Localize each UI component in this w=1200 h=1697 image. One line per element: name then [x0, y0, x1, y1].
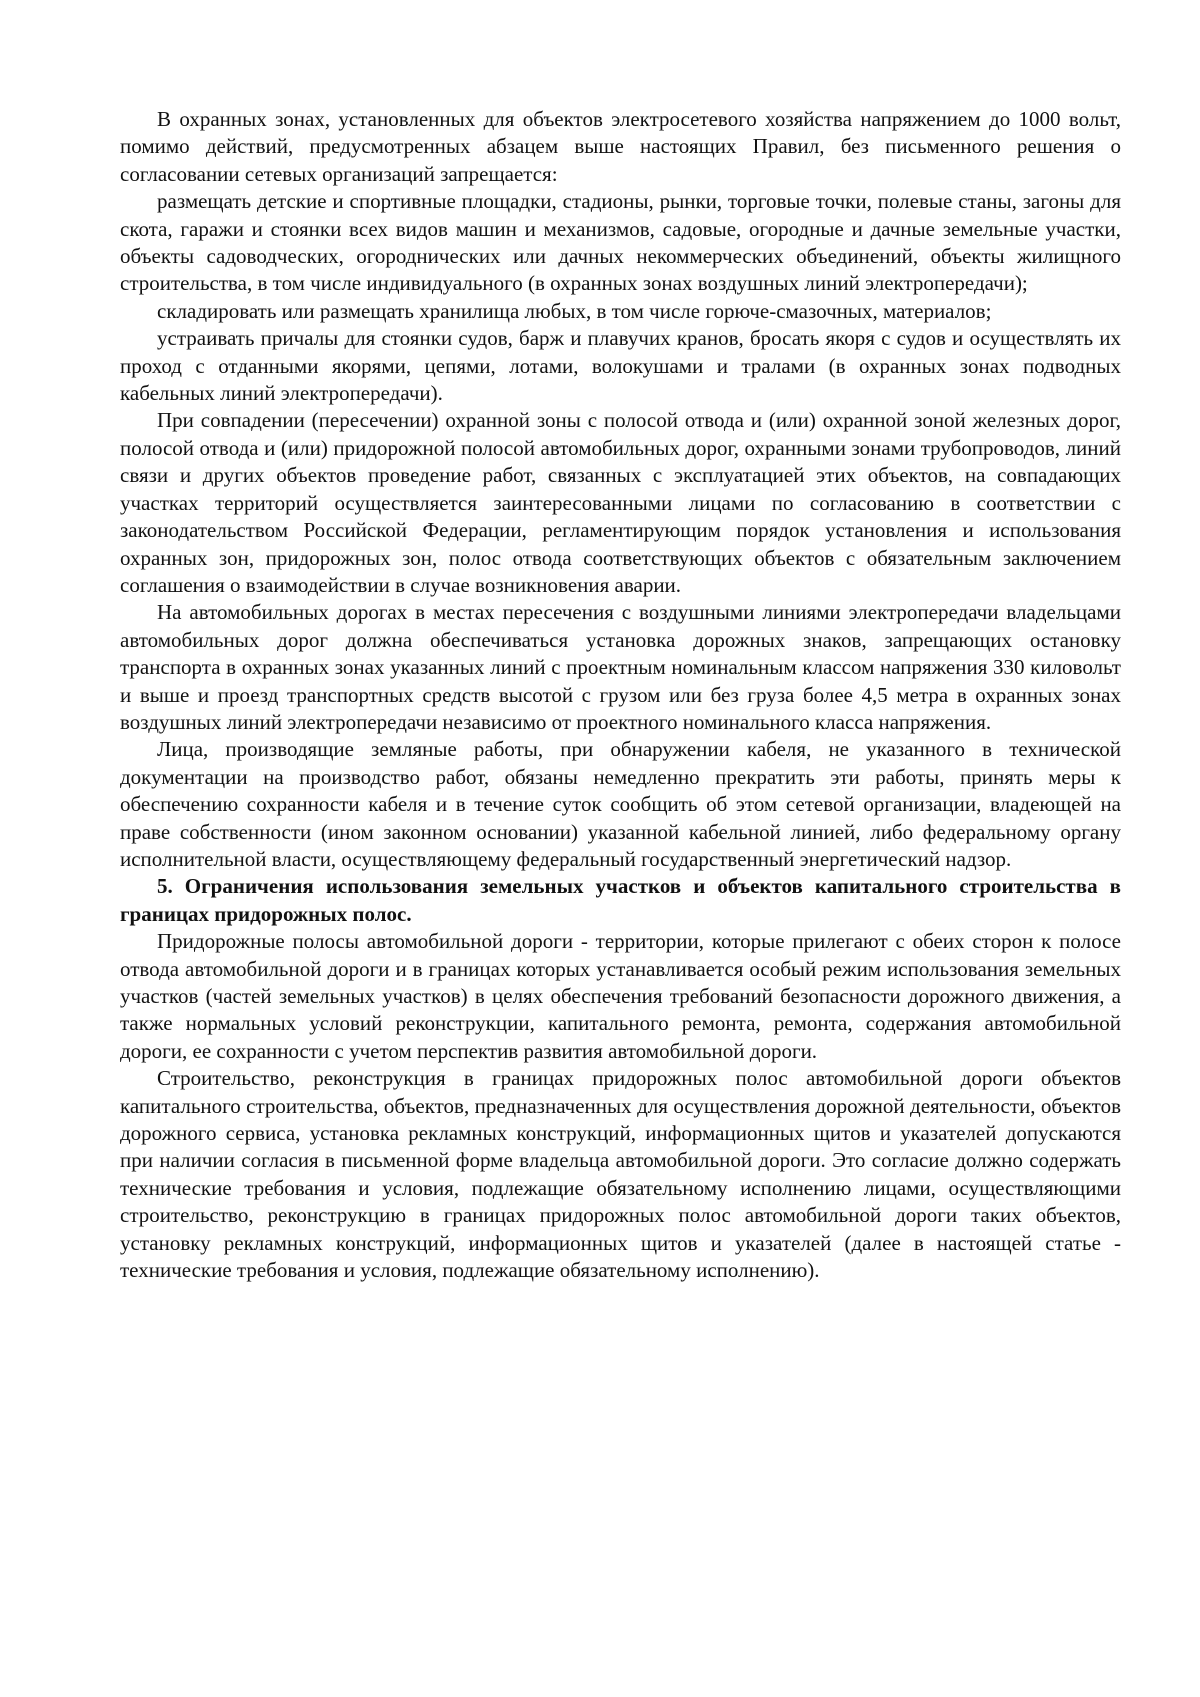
- document-page: [120, 106, 1121, 1284]
- paragraph-7: Лица, производящие земляные работы, при обнаружении кабеля, не указанного в технической документации на производство работ, обязаны немедленно прекратить эти работы, принять меры к обеспечению сохранности кабеля и в течение суток сообщить об этом сетевой организации, владеющей на праве собственности (ином законном основании) указанной кабельной линией, либо федеральному органу исполнительной власти, осуществляющему федеральный государственный энергетический надзор.: [120, 737, 1121, 871]
- paragraph-2: размещать детские и спортивные площадки, стадионы, рынки, торговые точки, полевые станы, загоны для скота, гаражи и стоянки всех видов машин и механизмов, садовые, огородные и дачные земельные участки, объекты садоводческих, огороднических или дачных некоммерческих объединений, объекты жилищного строительства, в том числе индивидуального (в охранных зонах воздушных линий электропередачи);: [120, 189, 1121, 296]
- paragraph-8: Придорожные полосы автомобильной дороги - территории, которые прилегают с обеих сторон к полосе отвода автомобильной дороги и в границах которых устанавливается особый режим использования земельных участков (частей земельных участков) в целях обеспечения требований безопасности дорожного движения, а также нормальных условий реконструкции, капитального ремонта, ремонта, содержания автомобильной дороги, ее сохранности с учетом перспектив развития автомобильной дороги.: [120, 929, 1121, 1063]
- paragraph-4: устраивать причалы для стоянки судов, барж и плавучих кранов, бросать якоря с судов и осуществлять их проход с отданными якорями, цепями, лотами, волокушами и тралами (в охранных зонах подводных кабельных линий электропередачи).: [120, 326, 1121, 406]
- section-heading: 5. Ограничения использования земельных участков и объектов капитального строительства в границах придорожных полос.: [120, 874, 1121, 926]
- paragraph-5: При совпадении (пересечении) охранной зоны с полосой отвода и (или) охранной зоной железных дорог, полосой отвода и (или) придорожной полосой автомобильных дорог, охранными зонами трубопроводов, линий связи и других объектов проведение работ, связанных с эксплуатацией этих объектов, на совпадающих участках территорий осуществляется заинтересованными лицами по согласованию в соответствии с законодательством Российской Федерации, регламентирующим порядок установления и использования охранных зон, придорожных зон, полос отвода соответствующих объектов с обязательным заключением соглашения о взаимодействии в случае возникновения аварии.: [120, 408, 1121, 597]
- paragraph-6: На автомобильных дорогах в местах пересечения с воздушными линиями электропередачи владельцами автомобильных дорог должна обеспечиваться установка дорожных знаков, запрещающих остановку транспорта в охранных зонах указанных линий с проектным номинальным классом напряжения 330 киловольт и выше и проезд транспортных средств высотой с грузом или без груза более 4,5 метра в охранных зонах воздушных линий электропередачи независимо от проектного номинального класса напряжения.: [120, 600, 1121, 734]
- paragraph-1: В охранных зонах, установленных для объектов электросетевого хозяйства напряжением до 1000 вольт, помимо действий, предусмотренных абзацем выше настоящих Правил, без письменного решения о согласовании сетевых организаций запрещается:: [120, 107, 1121, 186]
- paragraph-9: Строительство, реконструкция в границах придорожных полос автомобильной дороги объектов капитального строительства, объектов, предназначенных для осуществления дорожной деятельности, объектов дорожного сервиса, установка рекламных конструкций, информационных щитов и указателей допускаются при наличии согласия в письменной форме владельца автомобильной дороги. Это согласие должно содержать технические требования и условия, подлежащие обязательному исполнению лицами, осуществляющими строительство, реконструкцию в границах придорожных полос автомобильной дороги таких объектов, установку рекламных конструкций, информационных щитов и указателей (далее в настоящей статье - технические требования и условия, подлежащие обязательному исполнению).: [120, 1066, 1121, 1283]
- paragraph-3: складировать или размещать хранилища любых, в том числе горюче-смазочных, материалов;: [157, 298, 992, 323]
